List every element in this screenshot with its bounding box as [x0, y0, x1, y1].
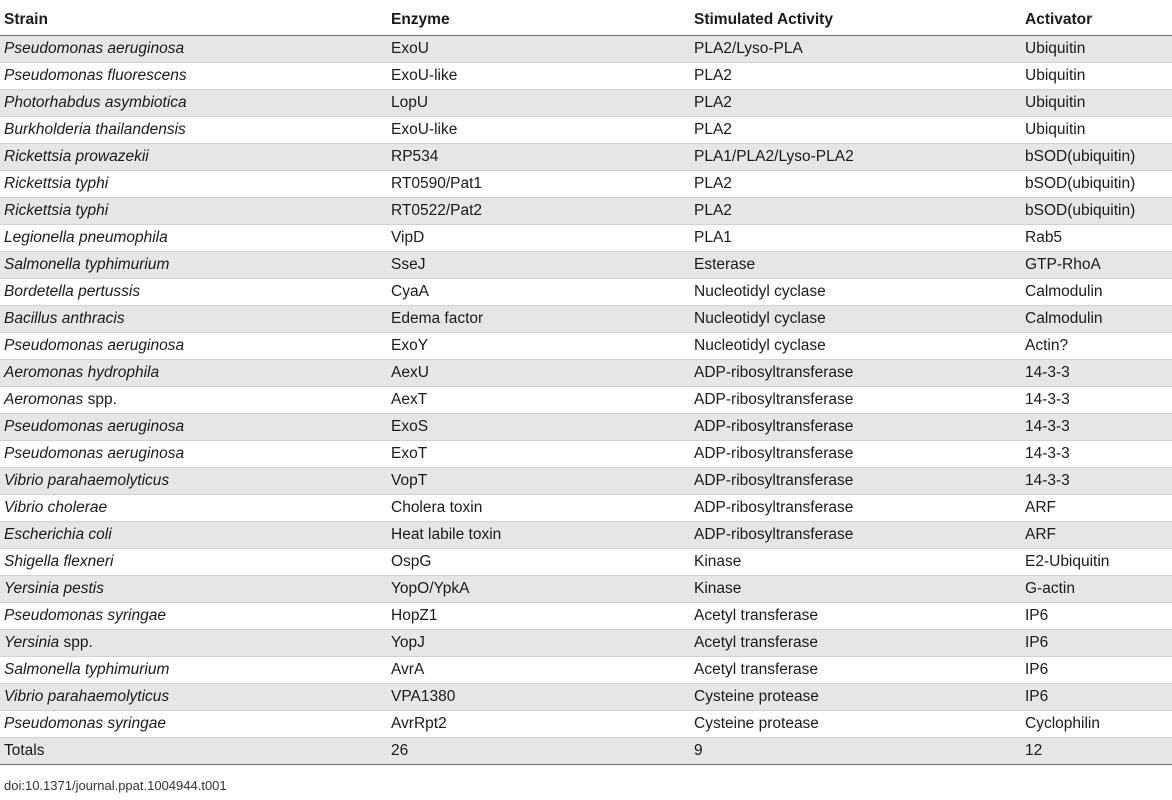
activator-cell: 14-3-3 [1021, 468, 1172, 495]
activator-cell: Rab5 [1021, 225, 1172, 252]
strain-cell [0, 171, 387, 198]
strain-name-italic: Vibrio parahaemolyticus [4, 688, 170, 705]
table-row [0, 63, 1172, 90]
enzyme-cell: VopT [387, 468, 690, 495]
strain-cell [0, 279, 387, 306]
activator-cell: Calmodulin [1021, 306, 1172, 333]
strain-name-italic: Aeromonas hydrophila [4, 364, 160, 381]
stimulated-activity-cell: PLA1/PLA2/Lyso-PLA2 [690, 144, 1021, 171]
activator-cell: ARF [1021, 495, 1172, 522]
strain-cell [0, 36, 387, 63]
strain-name-italic: Legionella pneumophila [4, 229, 168, 246]
activator-cell: Calmodulin [1021, 279, 1172, 306]
table-row [0, 279, 1172, 306]
activator-cell: bSOD(ubiquitin) [1021, 198, 1172, 225]
table-row [0, 495, 1172, 522]
strain-cell [0, 252, 387, 279]
activator-cell: IP6 [1021, 684, 1172, 711]
strain-cell [0, 333, 387, 360]
stimulated-activity-cell: Nucleotidyl cyclase [690, 333, 1021, 360]
enzyme-cell: AexU [387, 360, 690, 387]
strain-cell [0, 630, 387, 657]
activator-cell: bSOD(ubiquitin) [1021, 171, 1172, 198]
stimulated-activity-cell: ADP-ribosyltransferase [690, 441, 1021, 468]
stimulated-activity-cell: PLA1 [690, 225, 1021, 252]
table-row [0, 117, 1172, 144]
enzyme-cell: OspG [387, 549, 690, 576]
enzyme-cell: ExoT [387, 441, 690, 468]
strain-name-italic: Rickettsia prowazekii [4, 148, 149, 165]
strain-cell [0, 657, 387, 684]
activator-cell: Cyclophilin [1021, 711, 1172, 738]
strain-name-suffix: spp. [83, 391, 117, 408]
strain-name-italic: Salmonella typhimurium [4, 661, 170, 678]
table-body [0, 36, 1172, 765]
table-row [0, 225, 1172, 252]
stimulated-activity-cell: Acetyl transferase [690, 630, 1021, 657]
stimulated-activity-cell: Esterase [690, 252, 1021, 279]
strain-cell [0, 306, 387, 333]
enzyme-cell: VipD [387, 225, 690, 252]
stimulated-activity-cell: ADP-ribosyltransferase [690, 360, 1021, 387]
stimulated-activity-cell: PLA2 [690, 63, 1021, 90]
stimulated-activity-cell: Kinase [690, 576, 1021, 603]
strain-cell [0, 522, 387, 549]
table-row [0, 522, 1172, 549]
enzyme-cell: RT0590/Pat1 [387, 171, 690, 198]
table-row [0, 441, 1172, 468]
activator-cell: 14-3-3 [1021, 441, 1172, 468]
enzyme-cell: ExoS [387, 414, 690, 441]
enzyme-activator-table [0, 5, 1172, 765]
activator-cell: E2-Ubiquitin [1021, 549, 1172, 576]
strain-name-italic: Rickettsia typhi [4, 175, 109, 192]
strain-cell [0, 360, 387, 387]
stimulated-activity-cell: PLA2/Lyso-PLA [690, 36, 1021, 63]
strain-name-italic: Bacillus anthracis [4, 310, 125, 327]
table-row [0, 549, 1172, 576]
header-activator: Activator [1021, 5, 1172, 36]
stimulated-activity-cell: Acetyl transferase [690, 603, 1021, 630]
stimulated-activity-cell: PLA2 [690, 171, 1021, 198]
strain-cell [0, 90, 387, 117]
enzyme-cell: RP534 [387, 144, 690, 171]
table-row [0, 171, 1172, 198]
table-row [0, 684, 1172, 711]
enzyme-cell: SseJ [387, 252, 690, 279]
table-row [0, 630, 1172, 657]
strain-name-italic: Vibrio parahaemolyticus [4, 472, 170, 489]
strain-cell [0, 441, 387, 468]
stimulated-activity-cell: ADP-ribosyltransferase [690, 387, 1021, 414]
table-row [0, 144, 1172, 171]
strain-name-italic: Pseudomonas aeruginosa [4, 337, 185, 354]
activator-cell: GTP-RhoA [1021, 252, 1172, 279]
strain-name-italic: Shigella flexneri [4, 553, 114, 570]
strain-cell [0, 576, 387, 603]
table-row [0, 657, 1172, 684]
table-row [0, 306, 1172, 333]
strain-cell [0, 225, 387, 252]
strain-name-italic: Pseudomonas aeruginosa [4, 40, 185, 57]
activator-cell: bSOD(ubiquitin) [1021, 144, 1172, 171]
totals-row [0, 738, 1172, 765]
activator-cell: IP6 [1021, 603, 1172, 630]
stimulated-activity-cell: ADP-ribosyltransferase [690, 468, 1021, 495]
enzyme-cell: ExoU-like [387, 117, 690, 144]
header-stimulated-activity: Stimulated Activity [690, 5, 1021, 36]
enzyme-cell: AexT [387, 387, 690, 414]
stimulated-activity-cell: Nucleotidyl cyclase [690, 306, 1021, 333]
activator-cell: 14-3-3 [1021, 360, 1172, 387]
strain-name-italic: Vibrio cholerae [4, 499, 108, 516]
strain-name-italic: Bordetella pertussis [4, 283, 141, 300]
enzyme-cell: AvrA [387, 657, 690, 684]
totals-label: Totals [0, 738, 387, 765]
stimulated-activity-cell: Nucleotidyl cyclase [690, 279, 1021, 306]
activator-cell: Ubiquitin [1021, 36, 1172, 63]
activator-cell: IP6 [1021, 630, 1172, 657]
table-row [0, 333, 1172, 360]
enzyme-cell: YopJ [387, 630, 690, 657]
stimulated-activity-cell: ADP-ribosyltransferase [690, 414, 1021, 441]
stimulated-activity-cell: ADP-ribosyltransferase [690, 522, 1021, 549]
header-enzyme: Enzyme [387, 5, 690, 36]
table-doi-footnote: doi:10.1371/journal.ppat.1004944.t001 [4, 778, 227, 793]
strain-name-italic: Pseudomonas aeruginosa [4, 418, 185, 435]
strain-name-italic: Aeromonas [4, 391, 84, 408]
strain-cell [0, 711, 387, 738]
activator-cell: 14-3-3 [1021, 414, 1172, 441]
strain-name-italic: Yersinia [4, 634, 60, 651]
totals-enzyme: 26 [387, 738, 690, 765]
table-header [0, 5, 1172, 36]
strain-cell [0, 387, 387, 414]
enzyme-cell: ExoU [387, 36, 690, 63]
stimulated-activity-cell: Kinase [690, 549, 1021, 576]
table-row [0, 711, 1172, 738]
stimulated-activity-cell: PLA2 [690, 198, 1021, 225]
activator-cell: Ubiquitin [1021, 63, 1172, 90]
strain-cell [0, 549, 387, 576]
strain-name-italic: Yersinia pestis [4, 580, 104, 597]
strain-name-italic: Escherichia coli [4, 526, 112, 543]
table-row [0, 414, 1172, 441]
totals-activator: 12 [1021, 738, 1172, 765]
strain-name-italic: Pseudomonas aeruginosa [4, 445, 185, 462]
enzyme-cell: Cholera toxin [387, 495, 690, 522]
table-row [0, 576, 1172, 603]
activator-cell: Actin? [1021, 333, 1172, 360]
stimulated-activity-cell: Cysteine protease [690, 684, 1021, 711]
activator-cell: IP6 [1021, 657, 1172, 684]
activator-cell: 14-3-3 [1021, 387, 1172, 414]
enzyme-cell: YopO/YpkA [387, 576, 690, 603]
stimulated-activity-cell: PLA2 [690, 90, 1021, 117]
strain-cell [0, 63, 387, 90]
activator-cell: Ubiquitin [1021, 90, 1172, 117]
enzyme-cell: VPA1380 [387, 684, 690, 711]
activator-cell: ARF [1021, 522, 1172, 549]
strain-cell [0, 684, 387, 711]
stimulated-activity-cell: ADP-ribosyltransferase [690, 495, 1021, 522]
enzyme-cell: RT0522/Pat2 [387, 198, 690, 225]
table-row [0, 603, 1172, 630]
strain-cell [0, 144, 387, 171]
enzyme-cell: ExoY [387, 333, 690, 360]
strain-cell [0, 603, 387, 630]
stimulated-activity-cell: Cysteine protease [690, 711, 1021, 738]
table-row [0, 360, 1172, 387]
strain-name-suffix: spp. [59, 634, 93, 651]
table-row [0, 36, 1172, 63]
strain-cell [0, 414, 387, 441]
enzyme-cell: ExoU-like [387, 63, 690, 90]
stimulated-activity-cell: PLA2 [690, 117, 1021, 144]
enzyme-cell: AvrRpt2 [387, 711, 690, 738]
activator-cell: Ubiquitin [1021, 117, 1172, 144]
enzyme-cell: LopU [387, 90, 690, 117]
enzyme-activator-table-container [0, 5, 1172, 765]
strain-name-italic: Burkholderia thailandensis [4, 121, 186, 138]
enzyme-cell: Heat labile toxin [387, 522, 690, 549]
strain-name-italic: Salmonella typhimurium [4, 256, 170, 273]
strain-cell [0, 198, 387, 225]
header-row [0, 5, 1172, 36]
totals-activity: 9 [690, 738, 1021, 765]
table-row [0, 90, 1172, 117]
strain-name-italic: Rickettsia typhi [4, 202, 109, 219]
strain-name-italic: Pseudomonas syringae [4, 607, 166, 624]
enzyme-cell: CyaA [387, 279, 690, 306]
strain-cell [0, 117, 387, 144]
enzyme-cell: Edema factor [387, 306, 690, 333]
strain-name-italic: Pseudomonas fluorescens [4, 67, 187, 84]
header-strain: Strain [0, 5, 387, 36]
table-row [0, 198, 1172, 225]
activator-cell: G-actin [1021, 576, 1172, 603]
strain-cell [0, 468, 387, 495]
table-row [0, 468, 1172, 495]
strain-cell [0, 495, 387, 522]
stimulated-activity-cell: Acetyl transferase [690, 657, 1021, 684]
enzyme-cell: HopZ1 [387, 603, 690, 630]
table-row [0, 387, 1172, 414]
table-row [0, 252, 1172, 279]
strain-name-italic: Photorhabdus asymbiotica [4, 94, 187, 111]
strain-name-italic: Pseudomonas syringae [4, 715, 166, 732]
